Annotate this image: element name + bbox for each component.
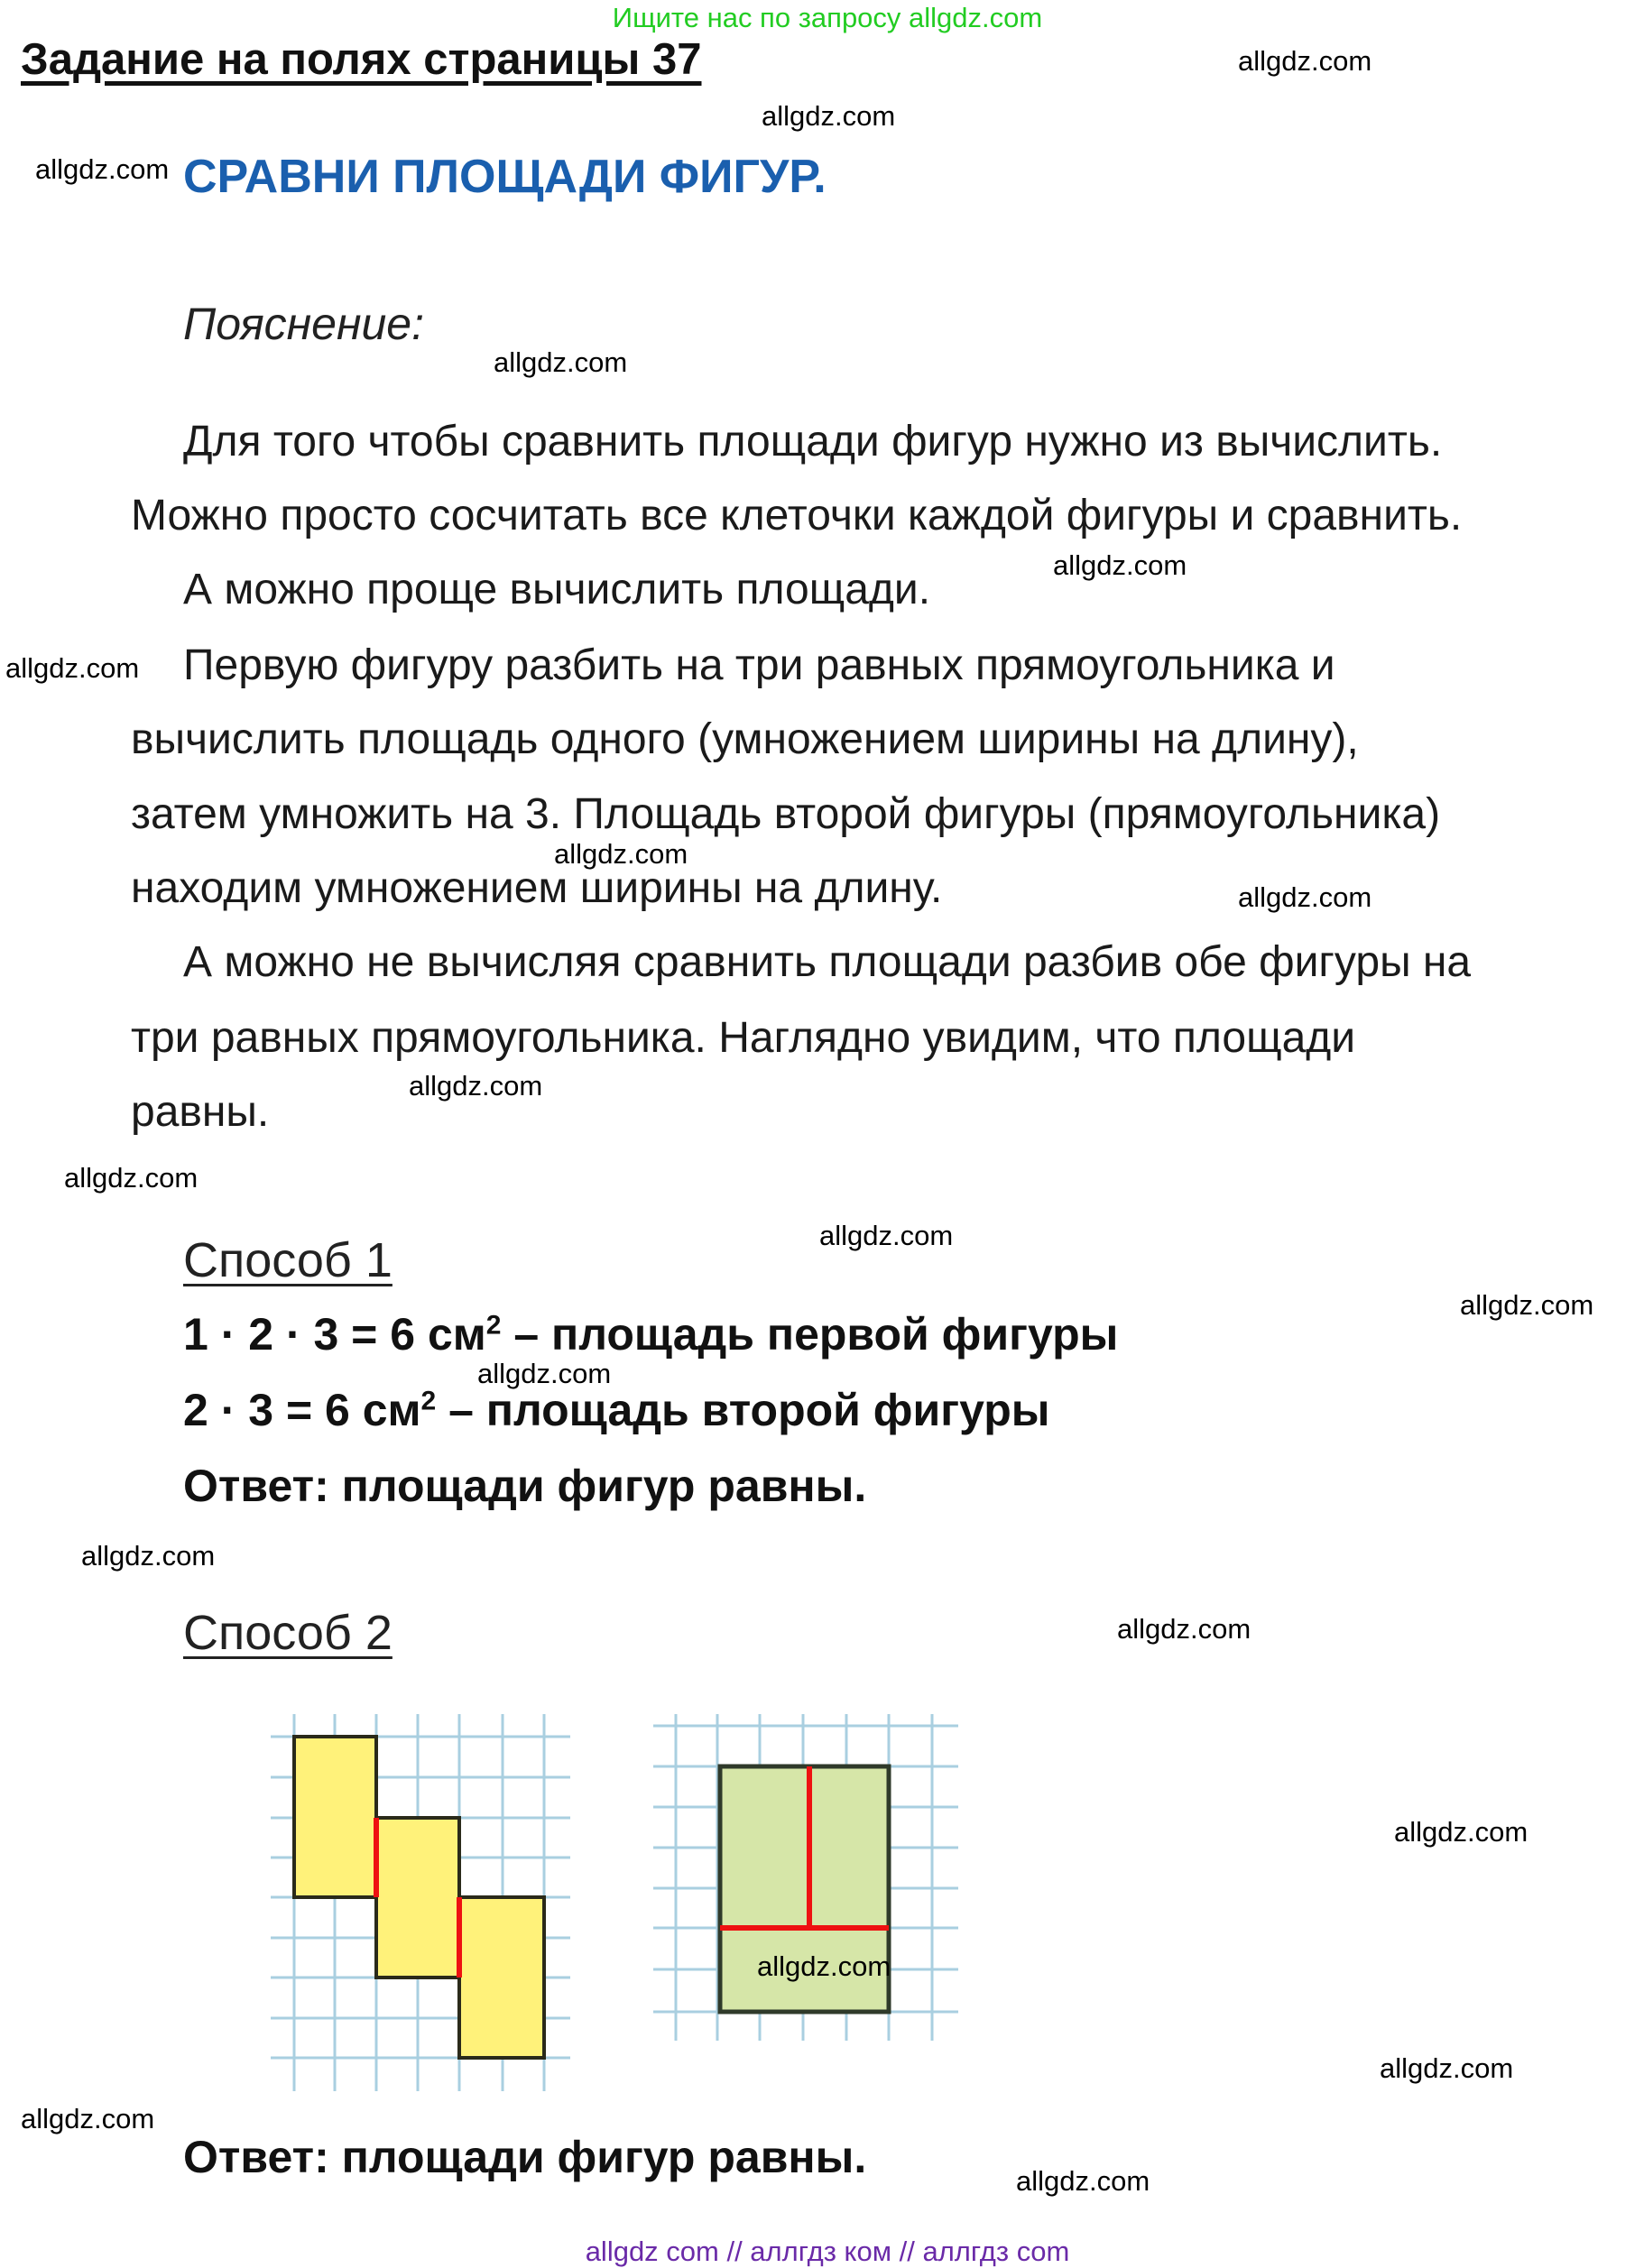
watermark: allgdz.com — [21, 2103, 155, 2134]
paragraph-line: равны. — [131, 1088, 270, 1136]
formula-first-figure — [183, 1308, 1118, 1360]
formula-description: – площадь первой фигуры — [501, 1309, 1119, 1360]
watermark: allgdz.com — [64, 1162, 199, 1194]
paragraph-line: Можно просто сосчитать все клеточки каждой фигуры и сравнить. — [131, 492, 1463, 539]
paragraph-line: затем умножить на 3. Площадь второй фигуры (прямоугольника) — [131, 790, 1441, 838]
exponent: 2 — [420, 1386, 437, 1416]
watermark: allgdz.com — [35, 153, 170, 185]
watermark: allgdz.com — [762, 100, 896, 132]
watermark: allgdz.com — [1117, 1613, 1251, 1645]
watermark: allgdz.com — [1238, 881, 1372, 913]
watermark: allgdz.com — [81, 1540, 216, 1572]
explanation-label: Пояснение: — [183, 299, 424, 349]
watermark: allgdz.com — [409, 1070, 543, 1102]
exponent: 2 — [485, 1310, 502, 1341]
paragraph-line: А можно не вычисляя сравнить площади разбив обе фигуры на — [183, 938, 1472, 986]
method2-label: Способ 2 — [183, 1606, 393, 1660]
watermark: allgdz.com — [1238, 45, 1372, 77]
figure-rectangle — [653, 1714, 958, 2041]
method1-label: Способ 1 — [183, 1233, 393, 1287]
paragraph-line: Для того чтобы сравнить площади фигур нужно из вычислить. — [183, 418, 1443, 466]
formula-expression: 1 · 2 · 3 = 6 см — [183, 1309, 486, 1360]
paragraph-line: находим умножением ширины на длину. — [131, 864, 943, 912]
search-banner: Ищите нас по запросу allgdz.com — [612, 2, 1043, 33]
formula-description: – площадь второй фигуры — [436, 1385, 1050, 1435]
method2-answer: Ответ: площади фигур равны. — [183, 2132, 867, 2182]
watermark: allgdz.com — [1016, 2165, 1150, 2197]
paragraph-line: три равных прямоугольника. Наглядно увидим, что площади — [131, 1014, 1356, 1062]
watermark: allgdz.com — [1394, 1816, 1529, 1848]
formula-expression: 2 · 3 = 6 см — [183, 1385, 421, 1435]
watermark: allgdz.com — [1380, 2052, 1514, 2084]
footer-links[interactable]: allgdz com // аллгдз ком // аллгдз com — [585, 2236, 1070, 2267]
task-heading: СРАВНИ ПЛОЩАДИ ФИГУР. — [183, 151, 827, 203]
watermark: allgdz.com — [757, 1950, 891, 1982]
watermark: allgdz.com — [1460, 1289, 1594, 1321]
watermark: allgdz.com — [5, 652, 140, 684]
method1-answer: Ответ: площади фигур равны. — [183, 1461, 867, 1511]
paragraph-line: Первую фигуру разбить на три равных прямоугольника и — [183, 641, 1335, 689]
watermark: allgdz.com — [477, 1358, 612, 1389]
page-title: Задание на полях страницы 37 — [21, 35, 702, 84]
watermark: allgdz.com — [494, 346, 628, 378]
watermark: allgdz.com — [554, 838, 688, 870]
figure-staircase — [271, 1714, 570, 2091]
formula-second-figure — [183, 1384, 1050, 1436]
paragraph-line: вычислить площадь одного (умножением ширины на длину), — [131, 715, 1359, 763]
watermark: allgdz.com — [819, 1220, 954, 1251]
paragraph-line: А можно проще вычислить площади. — [183, 566, 931, 613]
watermark: allgdz.com — [1053, 549, 1187, 581]
